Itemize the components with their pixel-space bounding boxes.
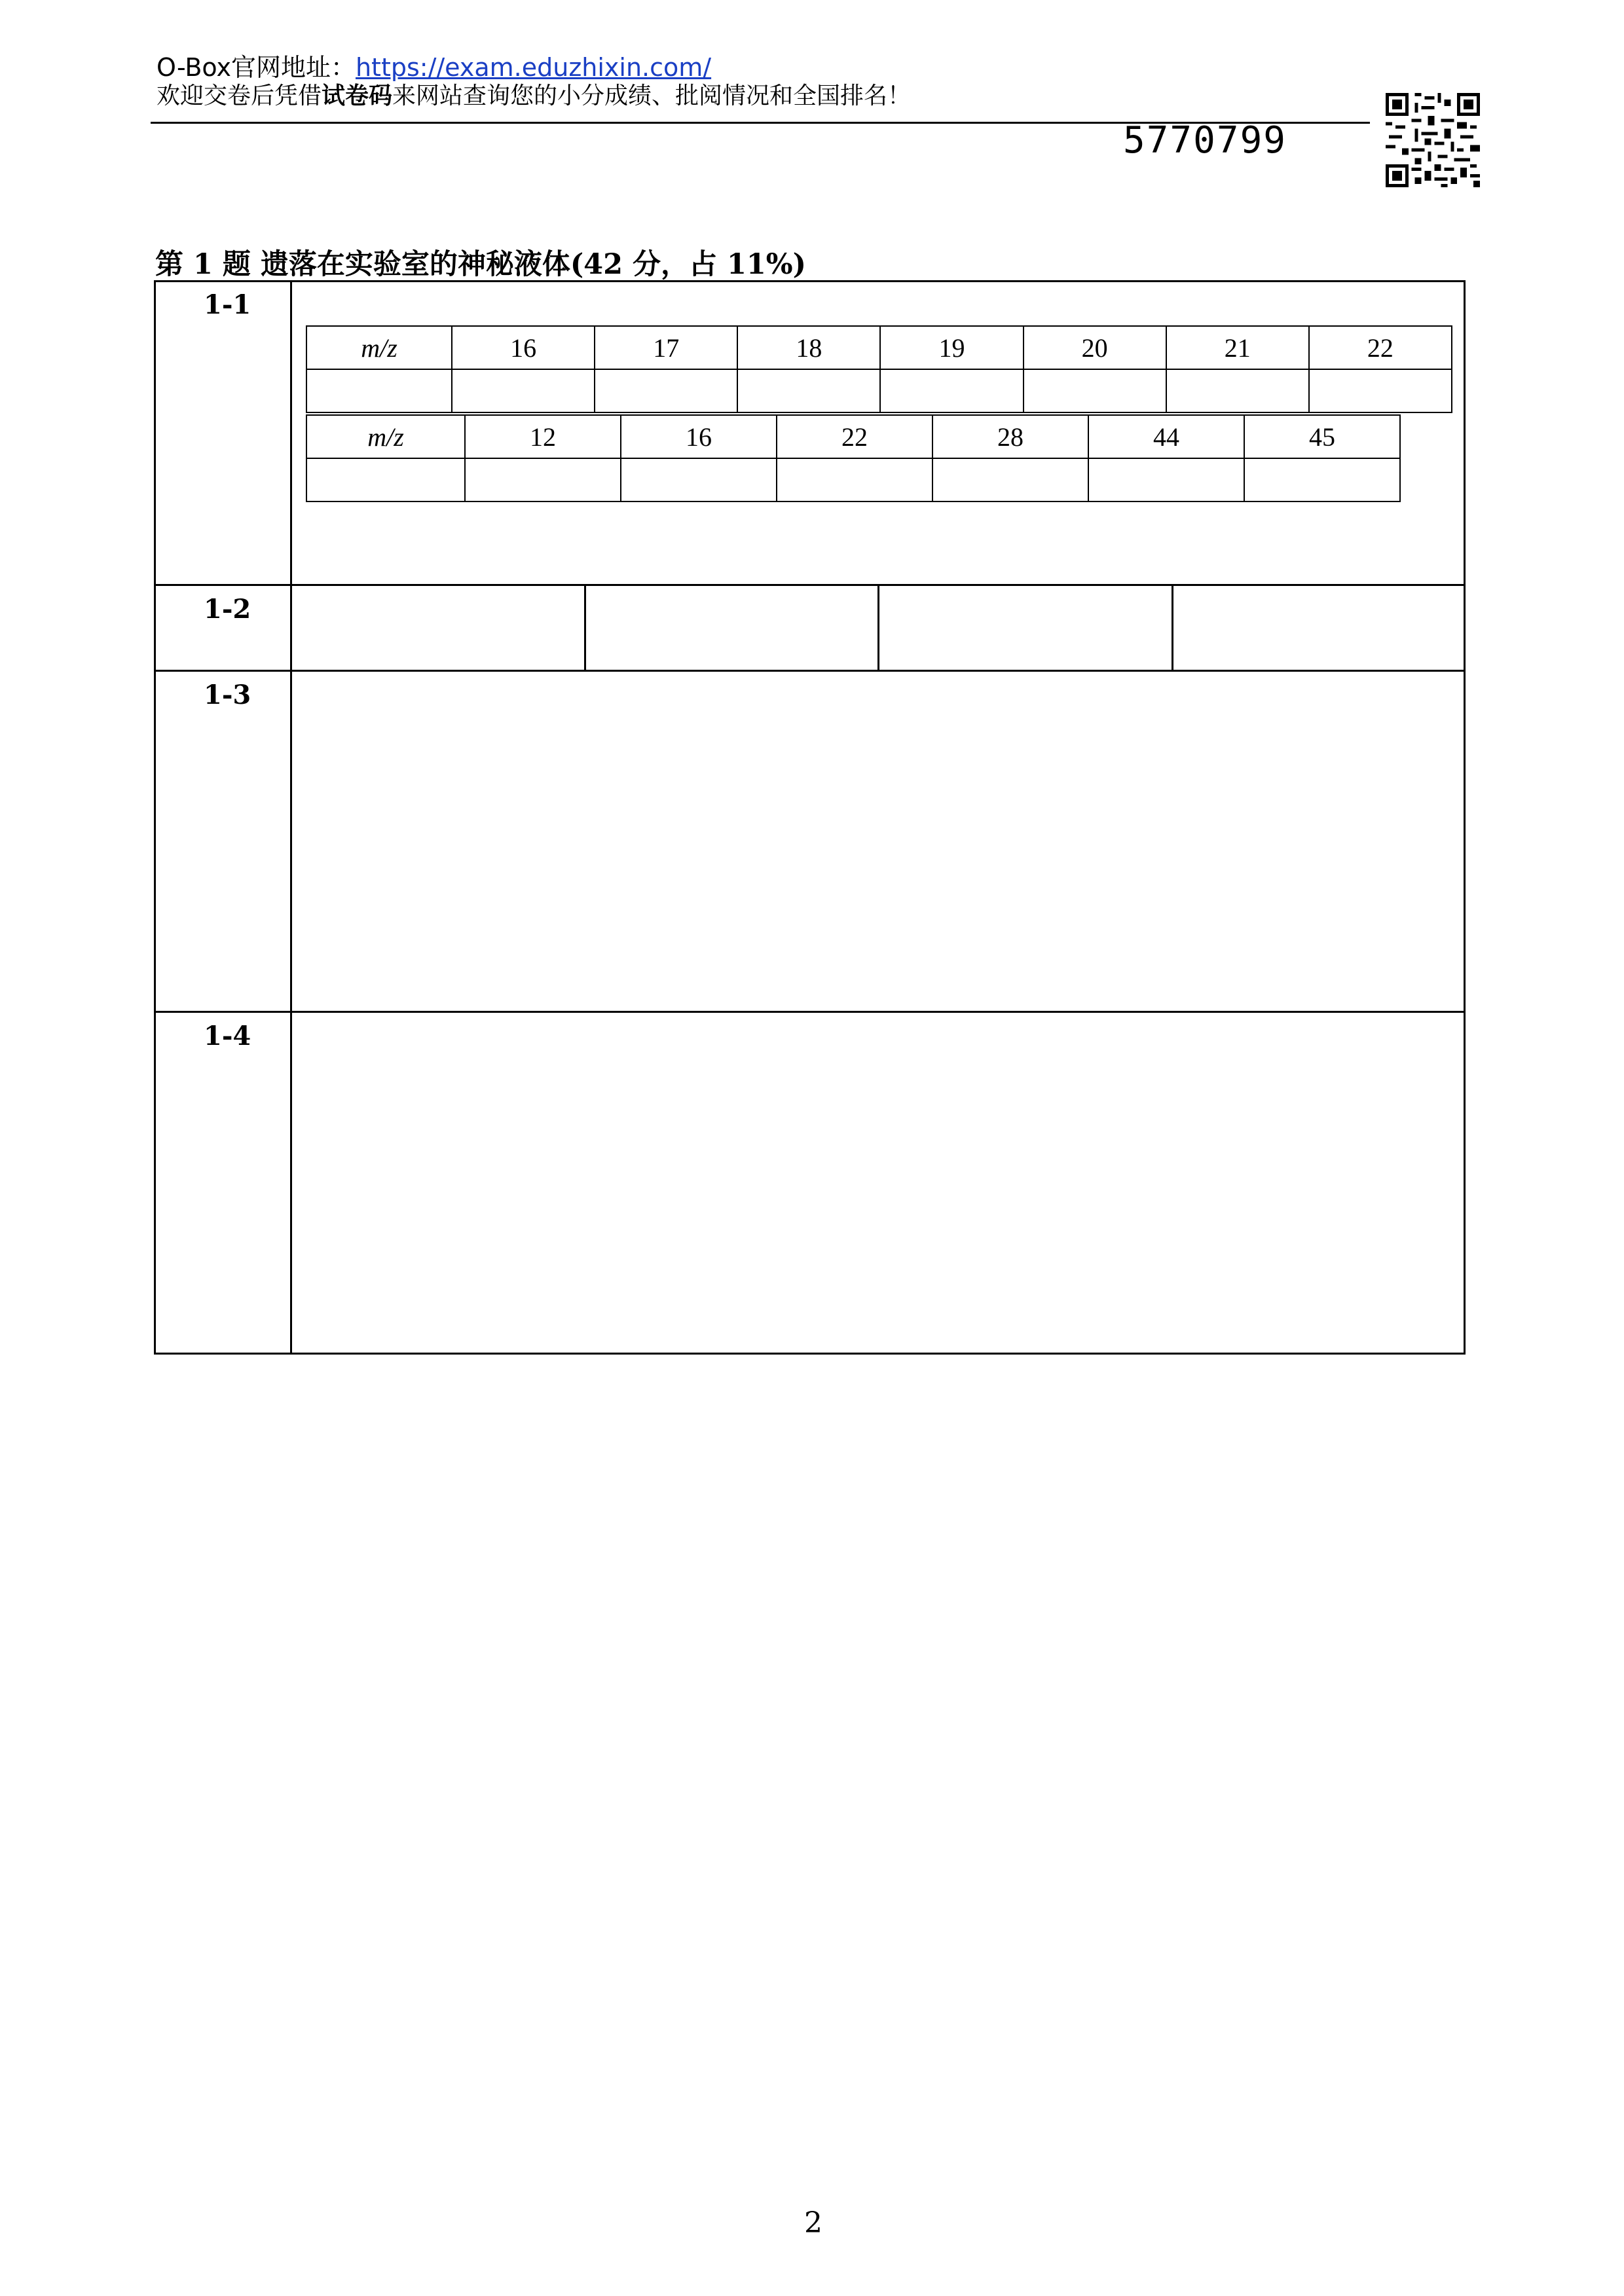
mz-value-cell: 22 <box>1309 326 1452 369</box>
mz-answer-cell[interactable] <box>737 369 880 412</box>
question-title: 第 1 题 遗落在实验室的神秘液体(42 分，占 11%) <box>155 248 806 281</box>
row-label: 1-4 <box>204 1021 251 1051</box>
mz-value-cell: 17 <box>595 326 737 369</box>
row-1-3-answer-cell[interactable] <box>290 670 1466 1013</box>
row-label: 1-2 <box>204 594 251 625</box>
mz-value-cell: 28 <box>932 415 1088 458</box>
row-1-1-label-cell <box>154 280 292 586</box>
mz-table-2 <box>306 414 1401 502</box>
mz-value-cell: 44 <box>1088 415 1244 458</box>
mz-answer-cell[interactable] <box>621 458 777 501</box>
exam-code: 5770799 <box>1123 119 1287 162</box>
row-1-4-answer-cell[interactable] <box>290 1011 1466 1355</box>
mz-value-cell: 16 <box>452 326 595 369</box>
row-1-2-answer-cell[interactable] <box>1172 584 1466 672</box>
mz-answer-cell[interactable] <box>1244 458 1400 501</box>
mz-header-cell: m/z <box>306 415 465 458</box>
notice-text-pre: 欢迎交卷后凭借 <box>157 82 322 109</box>
table-row <box>306 326 1452 369</box>
mz-answer-cell[interactable] <box>452 369 595 412</box>
mz-value-cell: 21 <box>1166 326 1309 369</box>
mz-answer-cell[interactable] <box>1024 369 1166 412</box>
mz-value-cell: 45 <box>1244 415 1400 458</box>
row-label: 1-1 <box>204 289 251 320</box>
notice-text-post: 来网站查询您的小分成绩、批阅情况和全国排名！ <box>392 82 912 109</box>
mz-header-cell: m/z <box>306 326 452 369</box>
mz-table-1 <box>306 325 1452 413</box>
table-row <box>306 458 1400 501</box>
mz-answer-cell[interactable] <box>1309 369 1452 412</box>
row-1-2-answer-cell[interactable] <box>290 584 586 672</box>
row-label: 1-3 <box>204 680 251 710</box>
row-1-3-label-cell <box>154 670 292 1013</box>
table-row <box>306 369 1452 412</box>
row-1-2-answer-cell[interactable] <box>584 584 879 672</box>
mz-value-cell: 16 <box>621 415 777 458</box>
mz-answer-cell[interactable] <box>777 458 932 501</box>
notice-text-bold: 试卷码 <box>322 82 393 109</box>
mz-answer-cell[interactable] <box>1088 458 1244 501</box>
mz-answer-cell[interactable] <box>932 458 1088 501</box>
mz-answer-cell[interactable] <box>595 369 737 412</box>
mz-value-cell: 18 <box>737 326 880 369</box>
mz-value-cell: 20 <box>1024 326 1166 369</box>
site-label: O-Box官网地址： <box>157 53 356 82</box>
mz-value-cell: 12 <box>465 415 621 458</box>
table-row <box>306 415 1400 458</box>
mz-answer-cell[interactable] <box>306 458 465 501</box>
site-url-link[interactable]: https://exam.eduzhixin.com/ <box>355 53 712 82</box>
row-1-2-answer-cell[interactable] <box>877 584 1173 672</box>
qr-code-icon <box>1386 93 1480 187</box>
mz-answer-cell[interactable] <box>306 369 452 412</box>
mz-answer-cell[interactable] <box>880 369 1023 412</box>
page-number: 2 <box>804 2206 822 2240</box>
mz-value-cell: 19 <box>880 326 1023 369</box>
row-1-4-label-cell <box>154 1011 292 1355</box>
notice-line <box>157 77 911 111</box>
mz-answer-cell[interactable] <box>1166 369 1309 412</box>
mz-value-cell: 22 <box>777 415 932 458</box>
mz-answer-cell[interactable] <box>465 458 621 501</box>
